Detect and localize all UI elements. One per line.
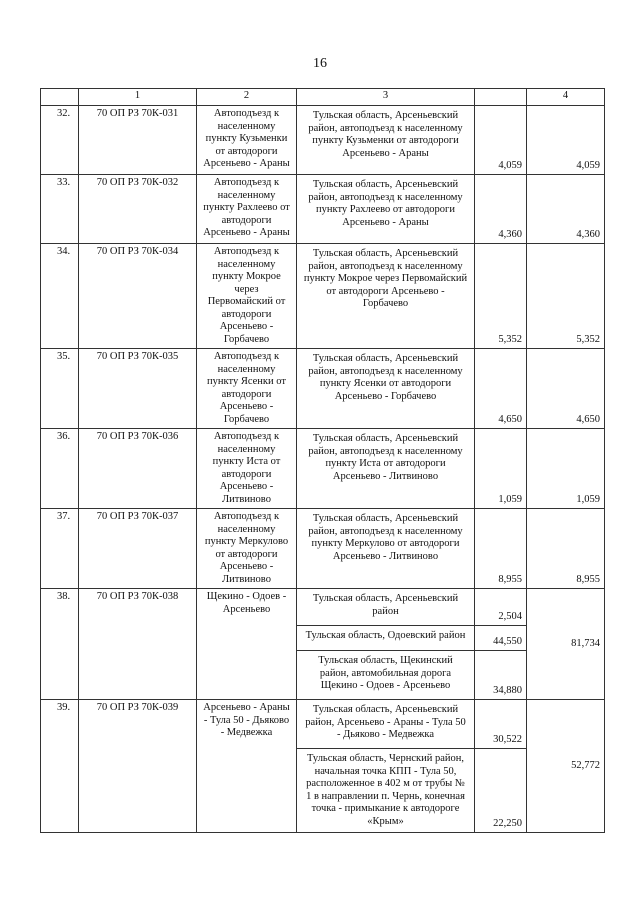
road-name: Щекино - Одоев - Арсеньево [197,589,297,700]
road-location: Тульская область, Арсеньевский район, автоподъезд к населенному пункту Иста от автодороги Арсеньево - Литвиново [297,429,475,509]
road-id: 70 ОП РЗ 70К-034 [79,244,197,349]
table-row [41,349,605,429]
road-location: Тульская область, Арсеньевский район, Арсеньево - Араны - Тула 50 - Дьяково - Медвежка [297,700,475,749]
column-header [41,89,79,106]
road-name: Автоподъезд к населенному пункту Кузьменки от автодороги Арсеньево - Араны [197,106,297,175]
table-header-row [41,89,605,106]
road-total-length: 81,734 [527,589,605,700]
road-id: 70 ОП РЗ 70К-035 [79,349,197,429]
road-location: Тульская область, Арсеньевский район, автоподъезд к населенному пункту Мокрое через Первомайский от автодороги Арсеньево - Горбачево [297,244,475,349]
road-id: 70 ОП РЗ 70К-038 [79,589,197,700]
table-row [41,429,605,509]
road-total-length: 5,352 [527,244,605,349]
road-location: Тульская область, Арсеньевский район, автоподъезд к населенному пункту Рахлеево от автодороги Арсеньево - Араны [297,175,475,244]
road-total-length: 8,955 [527,509,605,589]
road-location: Тульская область, Арсеньевский район, автоподъезд к населенному пункту Меркулово от автодороги Арсеньево - Литвиново [297,509,475,589]
row-number: 33. [41,175,79,244]
column-header: 4 [527,89,605,106]
roads-table [40,88,605,833]
road-length: 2,504 [475,589,527,626]
road-location: Тульская область, Арсеньевский район, автоподъезд к населенному пункту Ясенки от автодороги Арсеньево - Горбачево [297,349,475,429]
row-number: 36. [41,429,79,509]
road-name: Автоподъезд к населенному пункту Ясенки от автодороги Арсеньево - Горбачево [197,349,297,429]
road-id: 70 ОП РЗ 70К-036 [79,429,197,509]
column-header: 2 [197,89,297,106]
row-number: 37. [41,509,79,589]
row-number: 38. [41,589,79,700]
road-id: 70 ОП РЗ 70К-031 [79,106,197,175]
road-length: 4,360 [475,175,527,244]
road-total-length: 1,059 [527,429,605,509]
road-length: 4,650 [475,349,527,429]
road-name: Автоподъезд к населенному пункту Меркулово от автодороги Арсеньево - Литвиново [197,509,297,589]
road-location: Тульская область, Чернский район, начальная точка КПП - Тула 50, расположенное в 402 м от трубы № 1 в направлении п. Чернь, конечная точка - примыкание к автодороге «Крым» [297,749,475,833]
table-row [41,106,605,175]
column-header [475,89,527,106]
road-total-length: 4,059 [527,106,605,175]
road-id: 70 ОП РЗ 70К-039 [79,700,197,833]
road-location: Тульская область, Щекинский район, автомобильная дорога Щекино - Одоев - Арсеньево [297,651,475,700]
road-length: 34,880 [475,651,527,700]
road-id: 70 ОП РЗ 70К-037 [79,509,197,589]
road-length: 4,059 [475,106,527,175]
row-number: 39. [41,700,79,833]
road-total-length: 52,772 [527,700,605,833]
road-id: 70 ОП РЗ 70К-032 [79,175,197,244]
column-header: 1 [79,89,197,106]
table-row [41,244,605,349]
table-row [41,175,605,244]
table-row [41,700,605,749]
road-name: Автоподъезд к населенному пункту Рахлеево от автодороги Арсеньево - Араны [197,175,297,244]
road-name: Арсеньево - Араны - Тула 50 - Дьяково - Медвежка [197,700,297,833]
road-location: Тульская область, Одоевский район [297,626,475,651]
table-row [41,509,605,589]
road-name: Автоподъезд к населенному пункту Мокрое через Первомайский от автодороги Арсеньево - Горбачево [197,244,297,349]
table-row [41,589,605,626]
road-total-length: 4,360 [527,175,605,244]
column-header: 3 [297,89,475,106]
road-length: 30,522 [475,700,527,749]
road-length: 22,250 [475,749,527,833]
road-length: 5,352 [475,244,527,349]
road-location: Тульская область, Арсеньевский район [297,589,475,626]
page-number: 16 [313,56,327,71]
road-name: Автоподъезд к населенному пункту Иста от автодороги Арсеньево - Литвиново [197,429,297,509]
row-number: 34. [41,244,79,349]
road-total-length: 4,650 [527,349,605,429]
row-number: 32. [41,106,79,175]
road-length: 8,955 [475,509,527,589]
road-length: 1,059 [475,429,527,509]
road-length: 44,550 [475,626,527,651]
row-number: 35. [41,349,79,429]
road-location: Тульская область, Арсеньевский район, автоподъезд к населенному пункту Кузьменки от автодороги Арсеньево - Араны [297,106,475,175]
